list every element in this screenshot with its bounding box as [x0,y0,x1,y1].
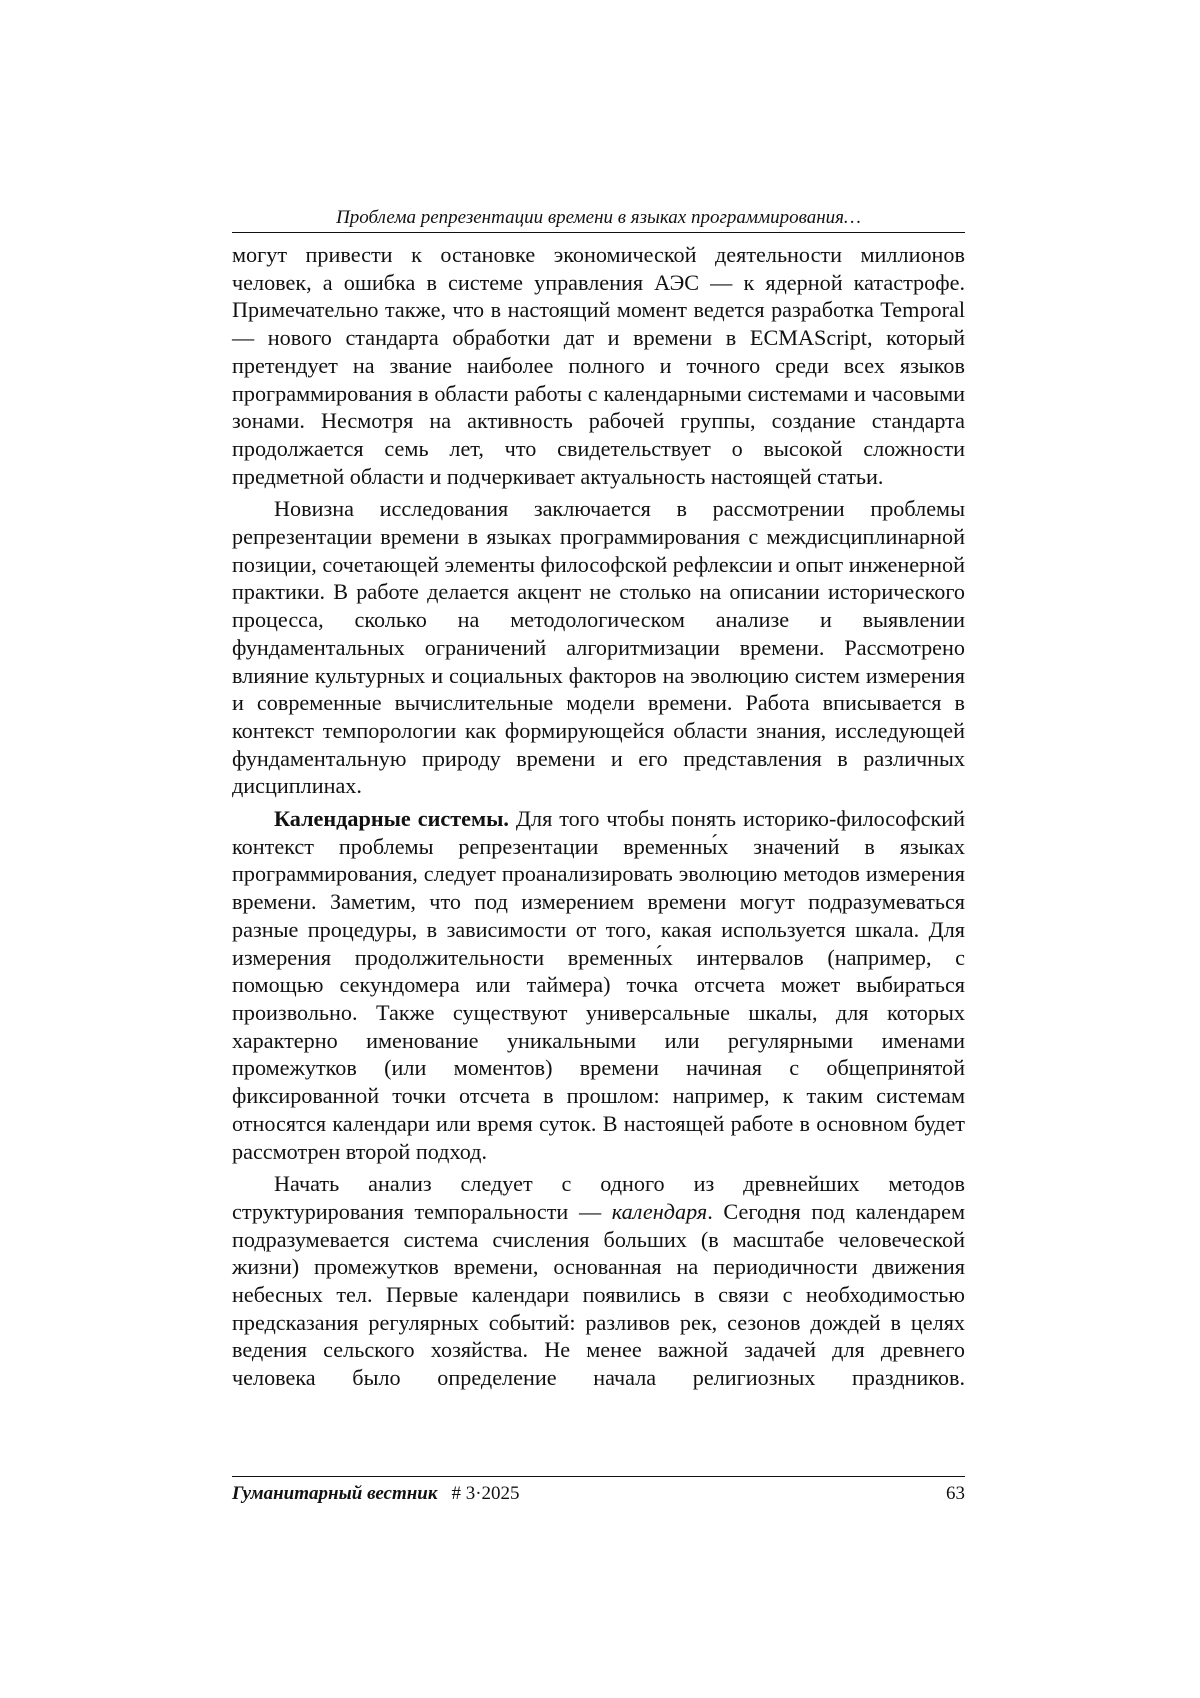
running-title: Проблема репрезентации времени в языках программирования… [336,207,861,228]
section-heading: Календарные системы. [274,806,509,832]
paragraph-3 [232,805,965,1165]
paragraph-3-text: Для того чтобы понять историко-философский контекст проблемы репрезентации временны́х значений в языках программирования, следует проанализировать эволюцию методов измерения времени. Заметим, что под измерением времени могут подразумеваться разные процедуры, в зависимости от того, какая используется шкала. Для измерения продолжительности временны́х интервалов (например, с помощью секундомера или таймера) точка отсчета может выбираться произвольно. Также существуют универсальные шкалы, для которых характерно именование уникальными или регулярными именами промежутков (или моментов) времени начиная с общепринятой фиксированной точки отсчета в прошлом: например, к таким системам относятся календари или время суток. В настоящей работе в основном будет рассмотрен второй подход. [232,806,965,1164]
article-body [232,241,965,1392]
footer-rule [232,1476,965,1477]
footer-journal-info [232,1482,520,1506]
paragraph-2: Новизна исследования заключается в рассмотрении проблемы репрезентации времени в языках программирования с междисциплинарной позиции, сочетающей элементы философской рефлексии и опыт инженерной практики. В работе делается акцент не столько на описании исторического процесса, сколько на методологическом анализе и выявлении фундаментальных ограничений алгоритмизации времени. Рассмотрено влияние культурных и социальных факторов на эволюцию систем измерения и современные вычислительные модели времени. Работа вписывается в контекст темпорологии как формирующейся области знания, исследующей фундаментальную природу времени и его представления в различных дисциплинах. [232,496,965,799]
journal-name: Гуманитарный вестник [232,1483,438,1504]
paragraph-1: могут привести к остановке экономической деятельности миллионов человек, а ошибка в системе управления АЭС — к ядерной катастрофе. Примечательно также, что в настоящий момент ведется разработка Temporal — нового стандарта обработки дат и времени в ECMAScript, который претендует на звание наиболее полного и точного среди всех языков программирования в области работы с календарными системами и часовыми зонами. Несмотря на активность рабочей группы, создание стандарта продолжается семь лет, что свидетельствует о высокой сложности предметной области и подчеркивает актуальность настоящей статьи. [232,242,965,489]
issue-number: # 3·2025 [451,1483,520,1504]
header-rule [232,232,965,233]
paragraph-4-text-after: . Сегодня под календарем подразумевается система счисления больших (в масштабе человеческой жизни) промежутков времени, основанная на периодичности движения небесных тел. Первые календари появились в связи с необходимостью предсказания регулярных событий: разливов рек, сезонов дождей в целях ведения сельского хозяйства. Не менее важной задачей для древнего человека было определение начала религиозных праздников. [232,1198,965,1391]
paragraph-4-text-before: Начать анализ следует с одного из древнейших методов структурирования темпоральности — [232,1171,965,1224]
page-number: 63 [946,1483,965,1504]
paragraph-4 [232,1170,965,1392]
emphasis-term: календаря [611,1198,708,1224]
